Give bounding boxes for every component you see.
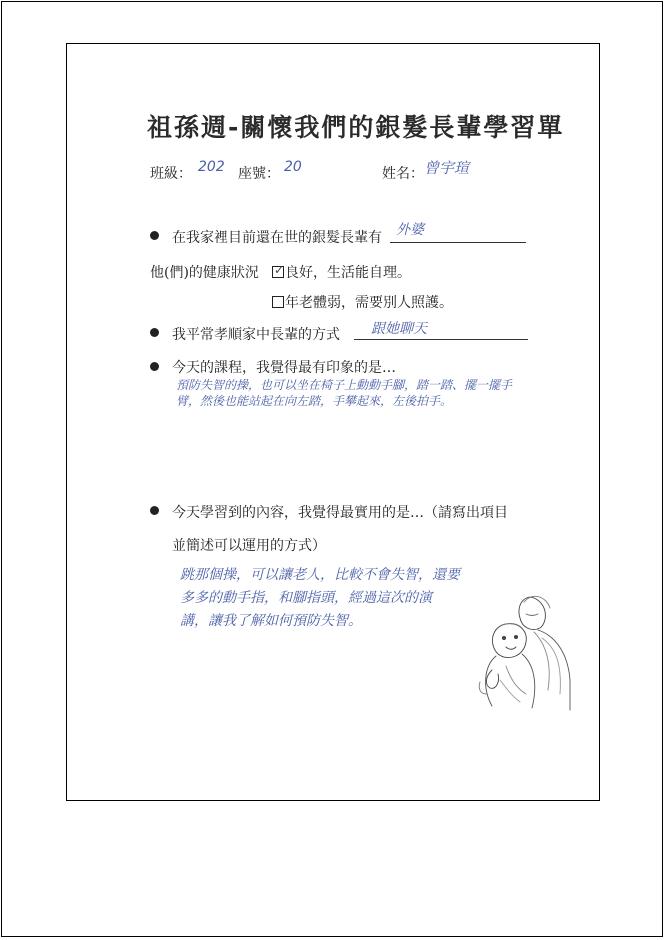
q2-answer-line [354, 339, 528, 340]
q2-answer: 跟她聊天 [371, 321, 427, 337]
q4-answer-line1: 跳那個操，可以讓老人，比較不會失智，還要 [180, 567, 460, 583]
class-value: 202 [198, 159, 225, 175]
seat-value: 20 [284, 159, 302, 175]
grandmother-body [538, 630, 570, 710]
q4-answer-line3: 講，讓我了解如何預防失智。 [180, 613, 362, 629]
name-label: 姓名： [382, 166, 424, 182]
worksheet-title: 祖孫週-關懷我們的銀髮長輩學習單 [147, 113, 565, 142]
bullet [150, 231, 159, 240]
child-body [486, 656, 496, 706]
grandmother-child-sketch [476, 584, 574, 714]
class-label: 班級： [150, 166, 192, 182]
health-option-good-text: 良好，生活能自理。 [285, 265, 411, 281]
q3-label: 今天的課程，我覺得最有印象的是… [172, 360, 396, 376]
bullet [150, 328, 159, 337]
q1-answer-line [390, 242, 526, 243]
health-option-frail [272, 292, 453, 312]
checkbox-frail[interactable] [272, 296, 284, 308]
bullet [150, 506, 159, 515]
q1-answer: 外婆 [396, 222, 424, 238]
q3-answer-line1: 預防失智的操，也可以坐在椅子上動動手腳，踏一踏、擺一擺手 [176, 378, 513, 392]
q2-label: 我平常孝順家中長輩的方式 [172, 327, 340, 343]
q4-label-line2: 並簡述可以運用的方式） [172, 538, 326, 554]
checkbox-good[interactable] [272, 263, 285, 278]
check-mark-icon: ✓ [274, 263, 285, 277]
health-label: 他(們)的健康狀況 [150, 265, 259, 281]
q3-answer-line2: 臂，然後也能站起在向左踏，手攀起來，左後拍手。 [176, 394, 453, 408]
child-head [492, 624, 526, 658]
health-option-frail-text: 年老體弱，需要別人照護。 [285, 295, 453, 311]
q1-label: 在我家裡目前還在世的銀髮長輩有 [172, 230, 382, 246]
q4-answer-line2: 多多的動手指，和腳指頭，經過這次的演 [180, 590, 432, 606]
health-option-good [272, 262, 411, 282]
name-value: 曾宇瑄 [424, 159, 470, 177]
grandmother-head [519, 597, 545, 629]
bullet [150, 362, 159, 371]
seat-label: 座號： [238, 166, 280, 182]
q4-label-line1: 今天學習到的內容，我覺得最實用的是…（請寫出項目 [172, 505, 508, 521]
